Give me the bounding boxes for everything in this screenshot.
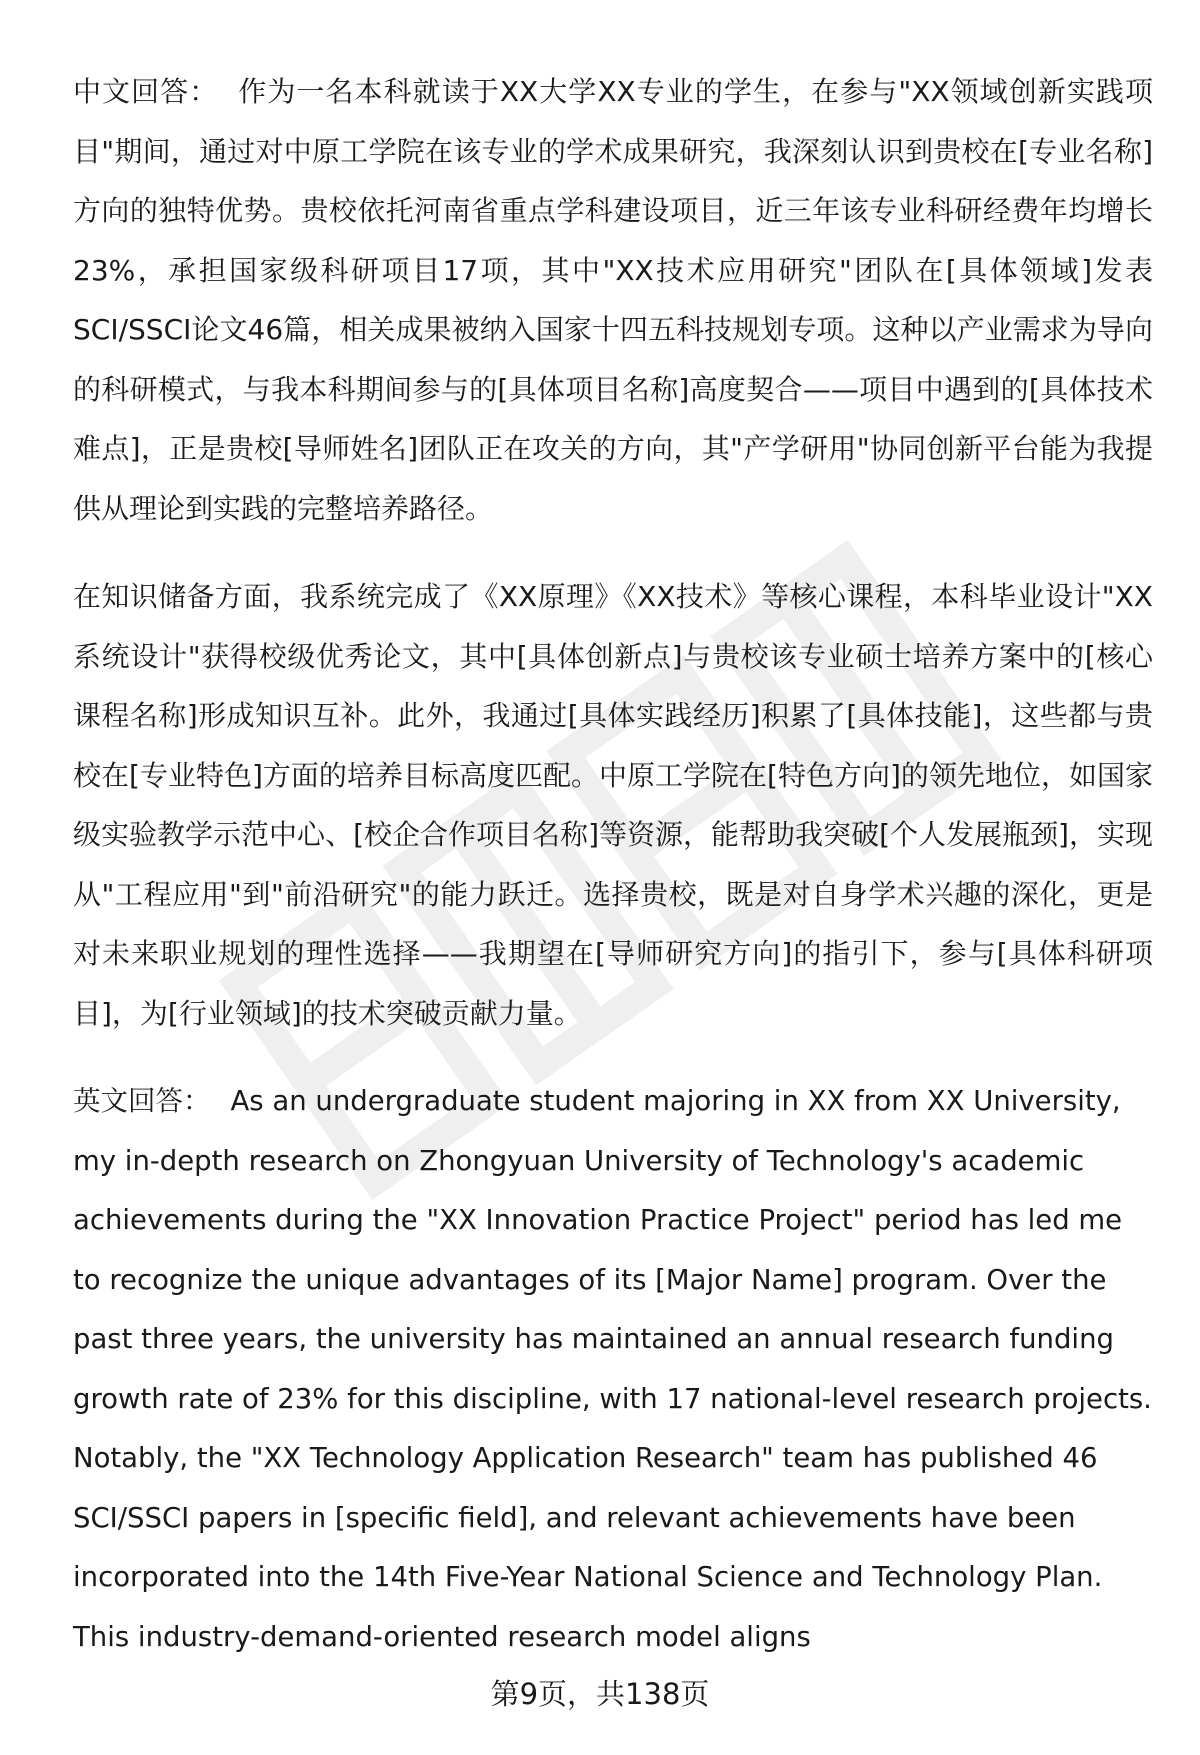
- paragraph-chinese-answer: [73, 62, 1153, 538]
- english-answer-label: 英文回答：: [73, 1085, 211, 1117]
- page-indicator: 第9页，共138页: [490, 1677, 710, 1711]
- document-body: [73, 62, 1153, 1696]
- paragraph-knowledge: [73, 567, 1153, 1043]
- paragraph-english-answer: [73, 1072, 1153, 1667]
- chinese-answer-label: 中文回答：: [73, 75, 219, 108]
- english-answer-text: As an undergraduate student majoring in XX from XX University, my in-depth research on Zhongyuan University of Technology's academic achievements during the "XX Innovation Practice Project" period has led me to recognize the unique advantages of its [Major Name] program. Over the past three years, the university has maintained an annual research funding growth rate of 23% for this discipline, with 17 national-level research projects. Notably, the "XX Technology Application Research" team has published 46 SCI/SSCI papers in [specific field], and relevant achievements have been incorporated into the 14th Five-Year National Science and Technology Plan. This industry-demand-oriented research model aligns: [73, 1085, 1152, 1653]
- chinese-answer-text: 作为一名本科就读于XX大学XX专业的学生，在参与"XX领域创新实践项目"期间，通过对中原工学院在该专业的学术成果研究，我深刻认识到贵校在[专业名称]方向的独特优势。贵校依托河南省重点学科建设项目，近三年该专业科研经费年均增长23%，承担国家级科研项目17项，其中"XX技术应用研究"团队在[具体领域]发表SCI/SSCI论文46篇，相关成果被纳入国家十四五科技规划专项。这种以产业需求为导向的科研模式，与我本科期间参与的[具体项目名称]高度契合——项目中遇到的[具体技术难点]，正是贵校[导师姓名]团队正在攻关的方向，其"产学研用"协同创新平台能为我提供从理论到实践的完整培养路径。: [73, 75, 1153, 525]
- knowledge-text: 在知识储备方面，我系统完成了《XX原理》《XX技术》等核心课程，本科毕业设计"XX系统设计"获得校级优秀论文，其中[具体创新点]与贵校该专业硕士培养方案中的[核心课程名称]形成知识互补。此外，我通过[具体实践经历]积累了[具体技能]，这些都与贵校在[专业特色]方面的培养目标高度匹配。中原工学院在[特色方向]的领先地位，如国家级实验教学示范中心、[校企合作项目名称]等资源，能帮助我突破[个人发展瓶颈]，实现从"工程应用"到"前沿研究"的能力跃迁。选择贵校，既是对自身学术兴趣的深化，更是对未来职业规划的理性选择——我期望在[导师研究方向]的指引下，参与[具体科研项目]，为[行业领域]的技术突破贡献力量。: [73, 580, 1153, 1030]
